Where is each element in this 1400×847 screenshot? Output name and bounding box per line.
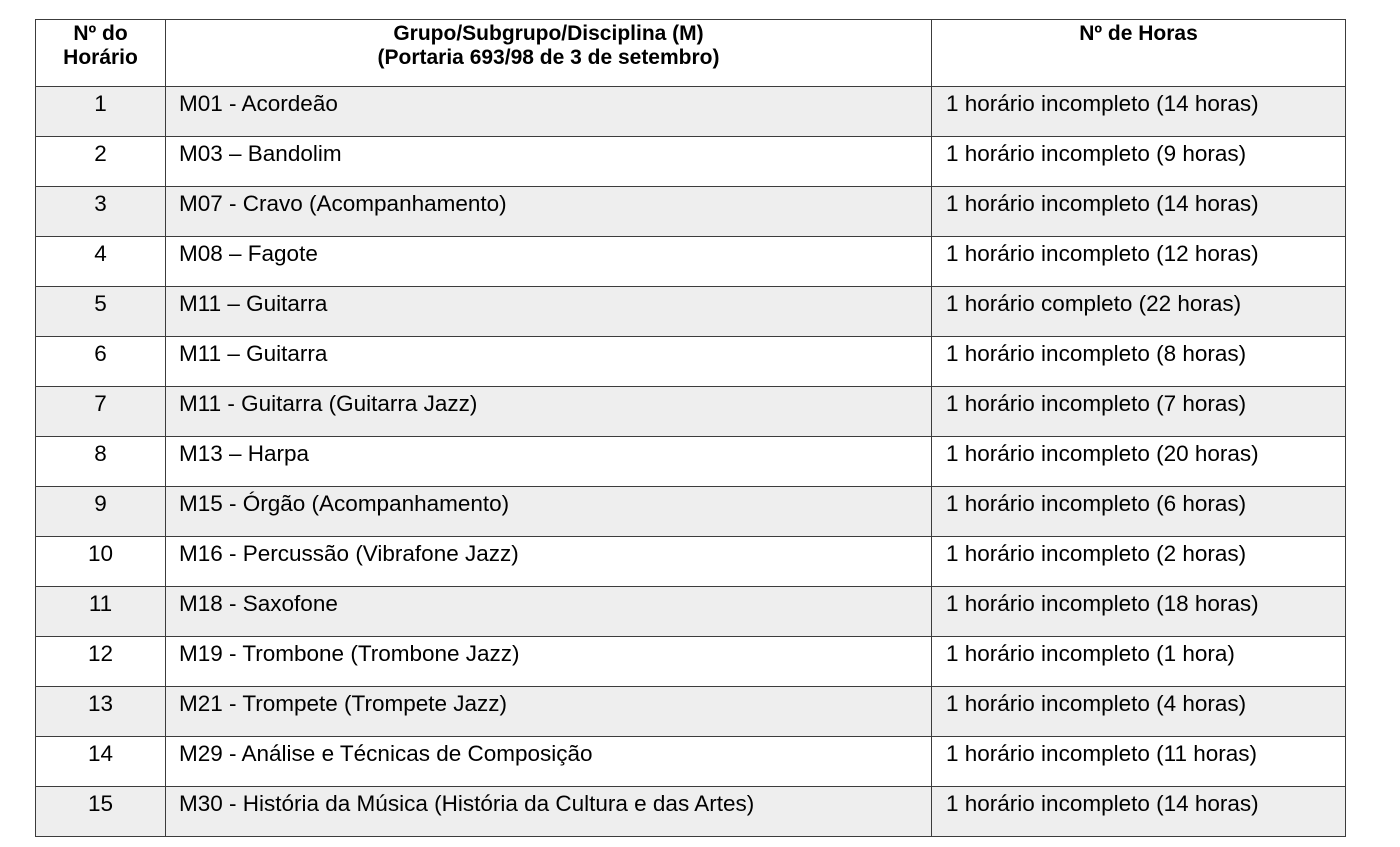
cell-num-horas: 1 horário incompleto (14 horas) <box>932 87 1346 137</box>
table-row <box>36 537 1346 587</box>
cell-num-horas: 1 horário incompleto (18 horas) <box>932 587 1346 637</box>
cell-disciplina: M15 - Órgão (Acompanhamento) <box>166 487 932 537</box>
table-row <box>36 337 1346 387</box>
table-row <box>36 187 1346 237</box>
cell-num-horas: 1 horário incompleto (6 horas) <box>932 487 1346 537</box>
cell-num-horario: 6 <box>36 337 166 387</box>
horarios-table <box>35 19 1346 837</box>
cell-disciplina: M19 - Trombone (Trombone Jazz) <box>166 637 932 687</box>
cell-num-horario: 14 <box>36 737 166 787</box>
cell-num-horario: 2 <box>36 137 166 187</box>
cell-num-horas: 1 horário incompleto (1 hora) <box>932 637 1346 687</box>
table-row <box>36 137 1346 187</box>
table-row <box>36 437 1346 487</box>
header-disciplina <box>166 20 932 87</box>
cell-num-horas: 1 horário incompleto (4 horas) <box>932 687 1346 737</box>
header-num-horas <box>932 20 1346 87</box>
cell-num-horario: 1 <box>36 87 166 137</box>
cell-disciplina: M03 – Bandolim <box>166 137 932 187</box>
cell-num-horario: 15 <box>36 787 166 837</box>
cell-disciplina: M30 - História da Música (História da Cultura e das Artes) <box>166 787 932 837</box>
cell-num-horas: 1 horário incompleto (20 horas) <box>932 437 1346 487</box>
cell-num-horario: 3 <box>36 187 166 237</box>
cell-disciplina: M11 - Guitarra (Guitarra Jazz) <box>166 387 932 437</box>
cell-num-horario: 9 <box>36 487 166 537</box>
table-row <box>36 87 1346 137</box>
header-num-line1: Nº do <box>73 22 128 45</box>
cell-disciplina: M11 – Guitarra <box>166 287 932 337</box>
table-row <box>36 787 1346 837</box>
cell-num-horario: 5 <box>36 287 166 337</box>
table-header <box>36 20 1346 87</box>
cell-num-horas: 1 horário incompleto (8 horas) <box>932 337 1346 387</box>
cell-disciplina: M13 – Harpa <box>166 437 932 487</box>
cell-disciplina: M18 - Saxofone <box>166 587 932 637</box>
cell-num-horas: 1 horário incompleto (14 horas) <box>932 187 1346 237</box>
table-row <box>36 487 1346 537</box>
cell-num-horario: 7 <box>36 387 166 437</box>
cell-num-horas: 1 horário incompleto (12 horas) <box>932 237 1346 287</box>
cell-disciplina: M29 - Análise e Técnicas de Composição <box>166 737 932 787</box>
cell-disciplina: M21 - Trompete (Trompete Jazz) <box>166 687 932 737</box>
cell-num-horario: 12 <box>36 637 166 687</box>
cell-num-horas: 1 horário incompleto (11 horas) <box>932 737 1346 787</box>
cell-num-horario: 13 <box>36 687 166 737</box>
table-row <box>36 687 1346 737</box>
header-num-line2: Horário <box>63 46 138 69</box>
cell-disciplina: M16 - Percussão (Vibrafone Jazz) <box>166 537 932 587</box>
table-row <box>36 287 1346 337</box>
cell-num-horas: 1 horário completo (22 horas) <box>932 287 1346 337</box>
cell-num-horas: 1 horário incompleto (9 horas) <box>932 137 1346 187</box>
cell-num-horario: 10 <box>36 537 166 587</box>
cell-num-horario: 4 <box>36 237 166 287</box>
table-row <box>36 737 1346 787</box>
cell-num-horas: 1 horário incompleto (2 horas) <box>932 537 1346 587</box>
header-disc-line1: Grupo/Subgrupo/Disciplina (M) <box>393 22 704 45</box>
header-num-horario <box>36 20 166 87</box>
cell-disciplina: M08 – Fagote <box>166 237 932 287</box>
cell-num-horario: 11 <box>36 587 166 637</box>
cell-num-horas: 1 horário incompleto (7 horas) <box>932 387 1346 437</box>
cell-disciplina: M07 - Cravo (Acompanhamento) <box>166 187 932 237</box>
cell-disciplina: M11 – Guitarra <box>166 337 932 387</box>
table-body <box>36 87 1346 837</box>
cell-num-horas: 1 horário incompleto (14 horas) <box>932 787 1346 837</box>
header-disc-line2: (Portaria 693/98 de 3 de setembro) <box>377 46 720 69</box>
table-row <box>36 637 1346 687</box>
table-row <box>36 237 1346 287</box>
table-row <box>36 587 1346 637</box>
header-row <box>36 20 1346 87</box>
cell-disciplina: M01 - Acordeão <box>166 87 932 137</box>
header-horas-label: Nº de Horas <box>1079 22 1198 45</box>
cell-num-horario: 8 <box>36 437 166 487</box>
table-row <box>36 387 1346 437</box>
